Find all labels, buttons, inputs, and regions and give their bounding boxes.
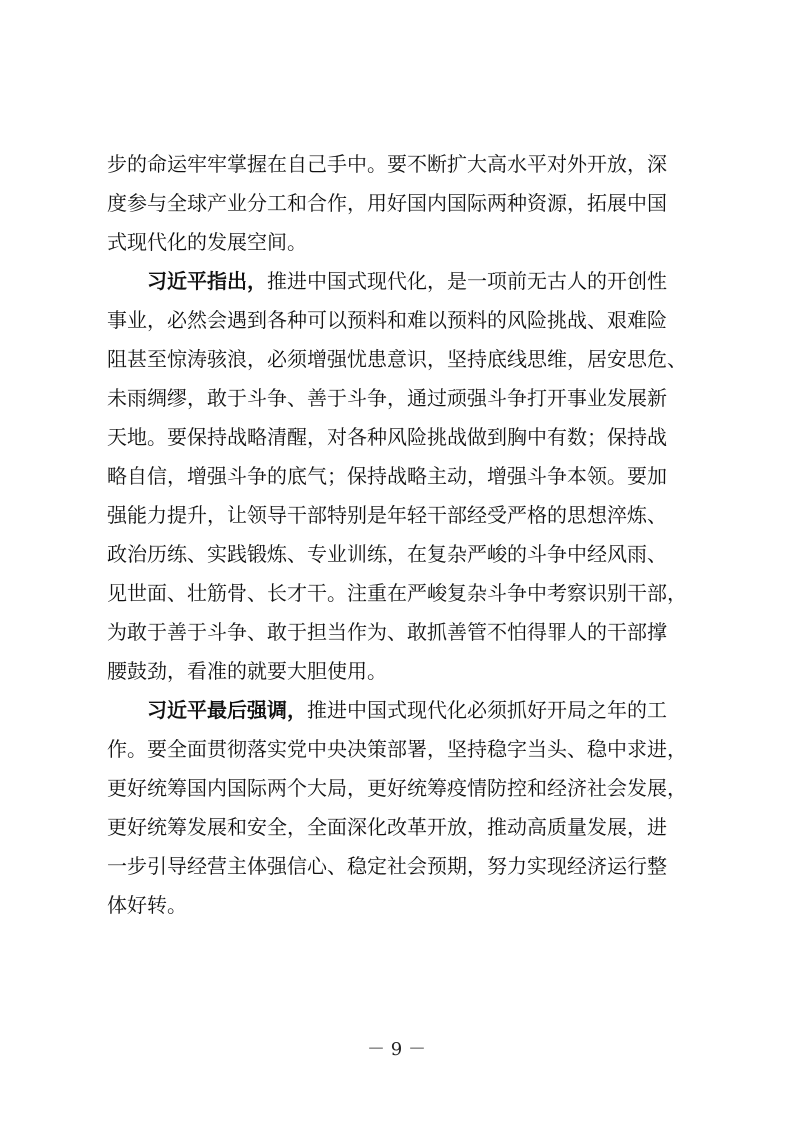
text-line	[107, 418, 687, 457]
text-line	[107, 574, 687, 613]
line-text: 作。要全面贯彻落实党中央决策部署，坚持稳字当头、稳中求进，	[107, 737, 687, 761]
paragraph-lead: 习近平指出，	[147, 269, 267, 293]
text-line	[107, 340, 687, 379]
text-line	[107, 223, 687, 262]
line-text: 天地。要保持战略清醒，对各种风险挑战做到胸中有数；保持战	[107, 425, 667, 449]
line-text: 事业，必然会遇到各种可以预料和难以预料的风险挑战、艰难险	[107, 308, 667, 332]
line-text: 见世面、壮筋骨、长才干。注重在严峻复杂斗争中考察识别干部，	[107, 581, 687, 605]
text-line	[107, 652, 687, 691]
paragraph-3	[107, 691, 687, 925]
text-line	[107, 184, 687, 223]
text-line	[107, 496, 687, 535]
line-text: 式现代化的发展空间。	[107, 230, 307, 254]
line-text: 政治历练、实践锻炼、专业训练，在复杂严峻的斗争中经风雨、	[107, 542, 667, 566]
line-text: 推进中国式现代化必须抓好开局之年的工	[307, 698, 667, 722]
text-line	[107, 262, 687, 301]
paragraph-lead: 习近平最后强调，	[147, 698, 307, 722]
line-text: 阻甚至惊涛骇浪，必须增强忧患意识，坚持底线思维，居安思危、	[107, 347, 687, 371]
paragraph-1	[107, 145, 687, 262]
text-line	[107, 145, 687, 184]
line-text: 为敢于善于斗争、敢于担当作为、敢抓善管不怕得罪人的干部撑	[107, 620, 667, 644]
line-text: 腰鼓劲，看准的就要大胆使用。	[107, 659, 387, 683]
line-text: 更好统筹国内国际两个大局，更好统筹疫情防控和经济社会发展，	[107, 776, 687, 800]
line-text: 推进中国式现代化，是一项前无古人的开创性	[267, 269, 667, 293]
text-line	[107, 886, 687, 925]
line-text: 度参与全球产业分工和合作，用好国内国际两种资源，拓展中国	[107, 191, 667, 215]
document-body	[107, 145, 687, 925]
text-line	[107, 691, 687, 730]
text-line	[107, 301, 687, 340]
text-line	[107, 379, 687, 418]
text-line	[107, 769, 687, 808]
page-number: － 9 －	[367, 1039, 426, 1060]
line-text: 更好统筹发展和安全，全面深化改革开放，推动高质量发展，进	[107, 815, 667, 839]
text-line	[107, 847, 687, 886]
line-text: 强能力提升，让领导干部特别是年轻干部经受严格的思想淬炼、	[107, 503, 667, 527]
text-line	[107, 535, 687, 574]
line-text: 略自信，增强斗争的底气；保持战略主动，增强斗争本领。要加	[107, 464, 667, 488]
line-text: 步的命运牢牢掌握在自己手中。要不断扩大高水平对外开放，深	[107, 152, 667, 176]
text-line	[107, 613, 687, 652]
line-text: 体好转。	[107, 893, 187, 917]
text-line	[107, 808, 687, 847]
text-line	[107, 730, 687, 769]
paragraph-2	[107, 262, 687, 691]
line-text: 未雨绸缪，敢于斗争、善于斗争，通过顽强斗争打开事业发展新	[107, 386, 667, 410]
text-line	[107, 457, 687, 496]
line-text: 一步引导经营主体强信心、稳定社会预期，努力实现经济运行整	[107, 854, 667, 878]
